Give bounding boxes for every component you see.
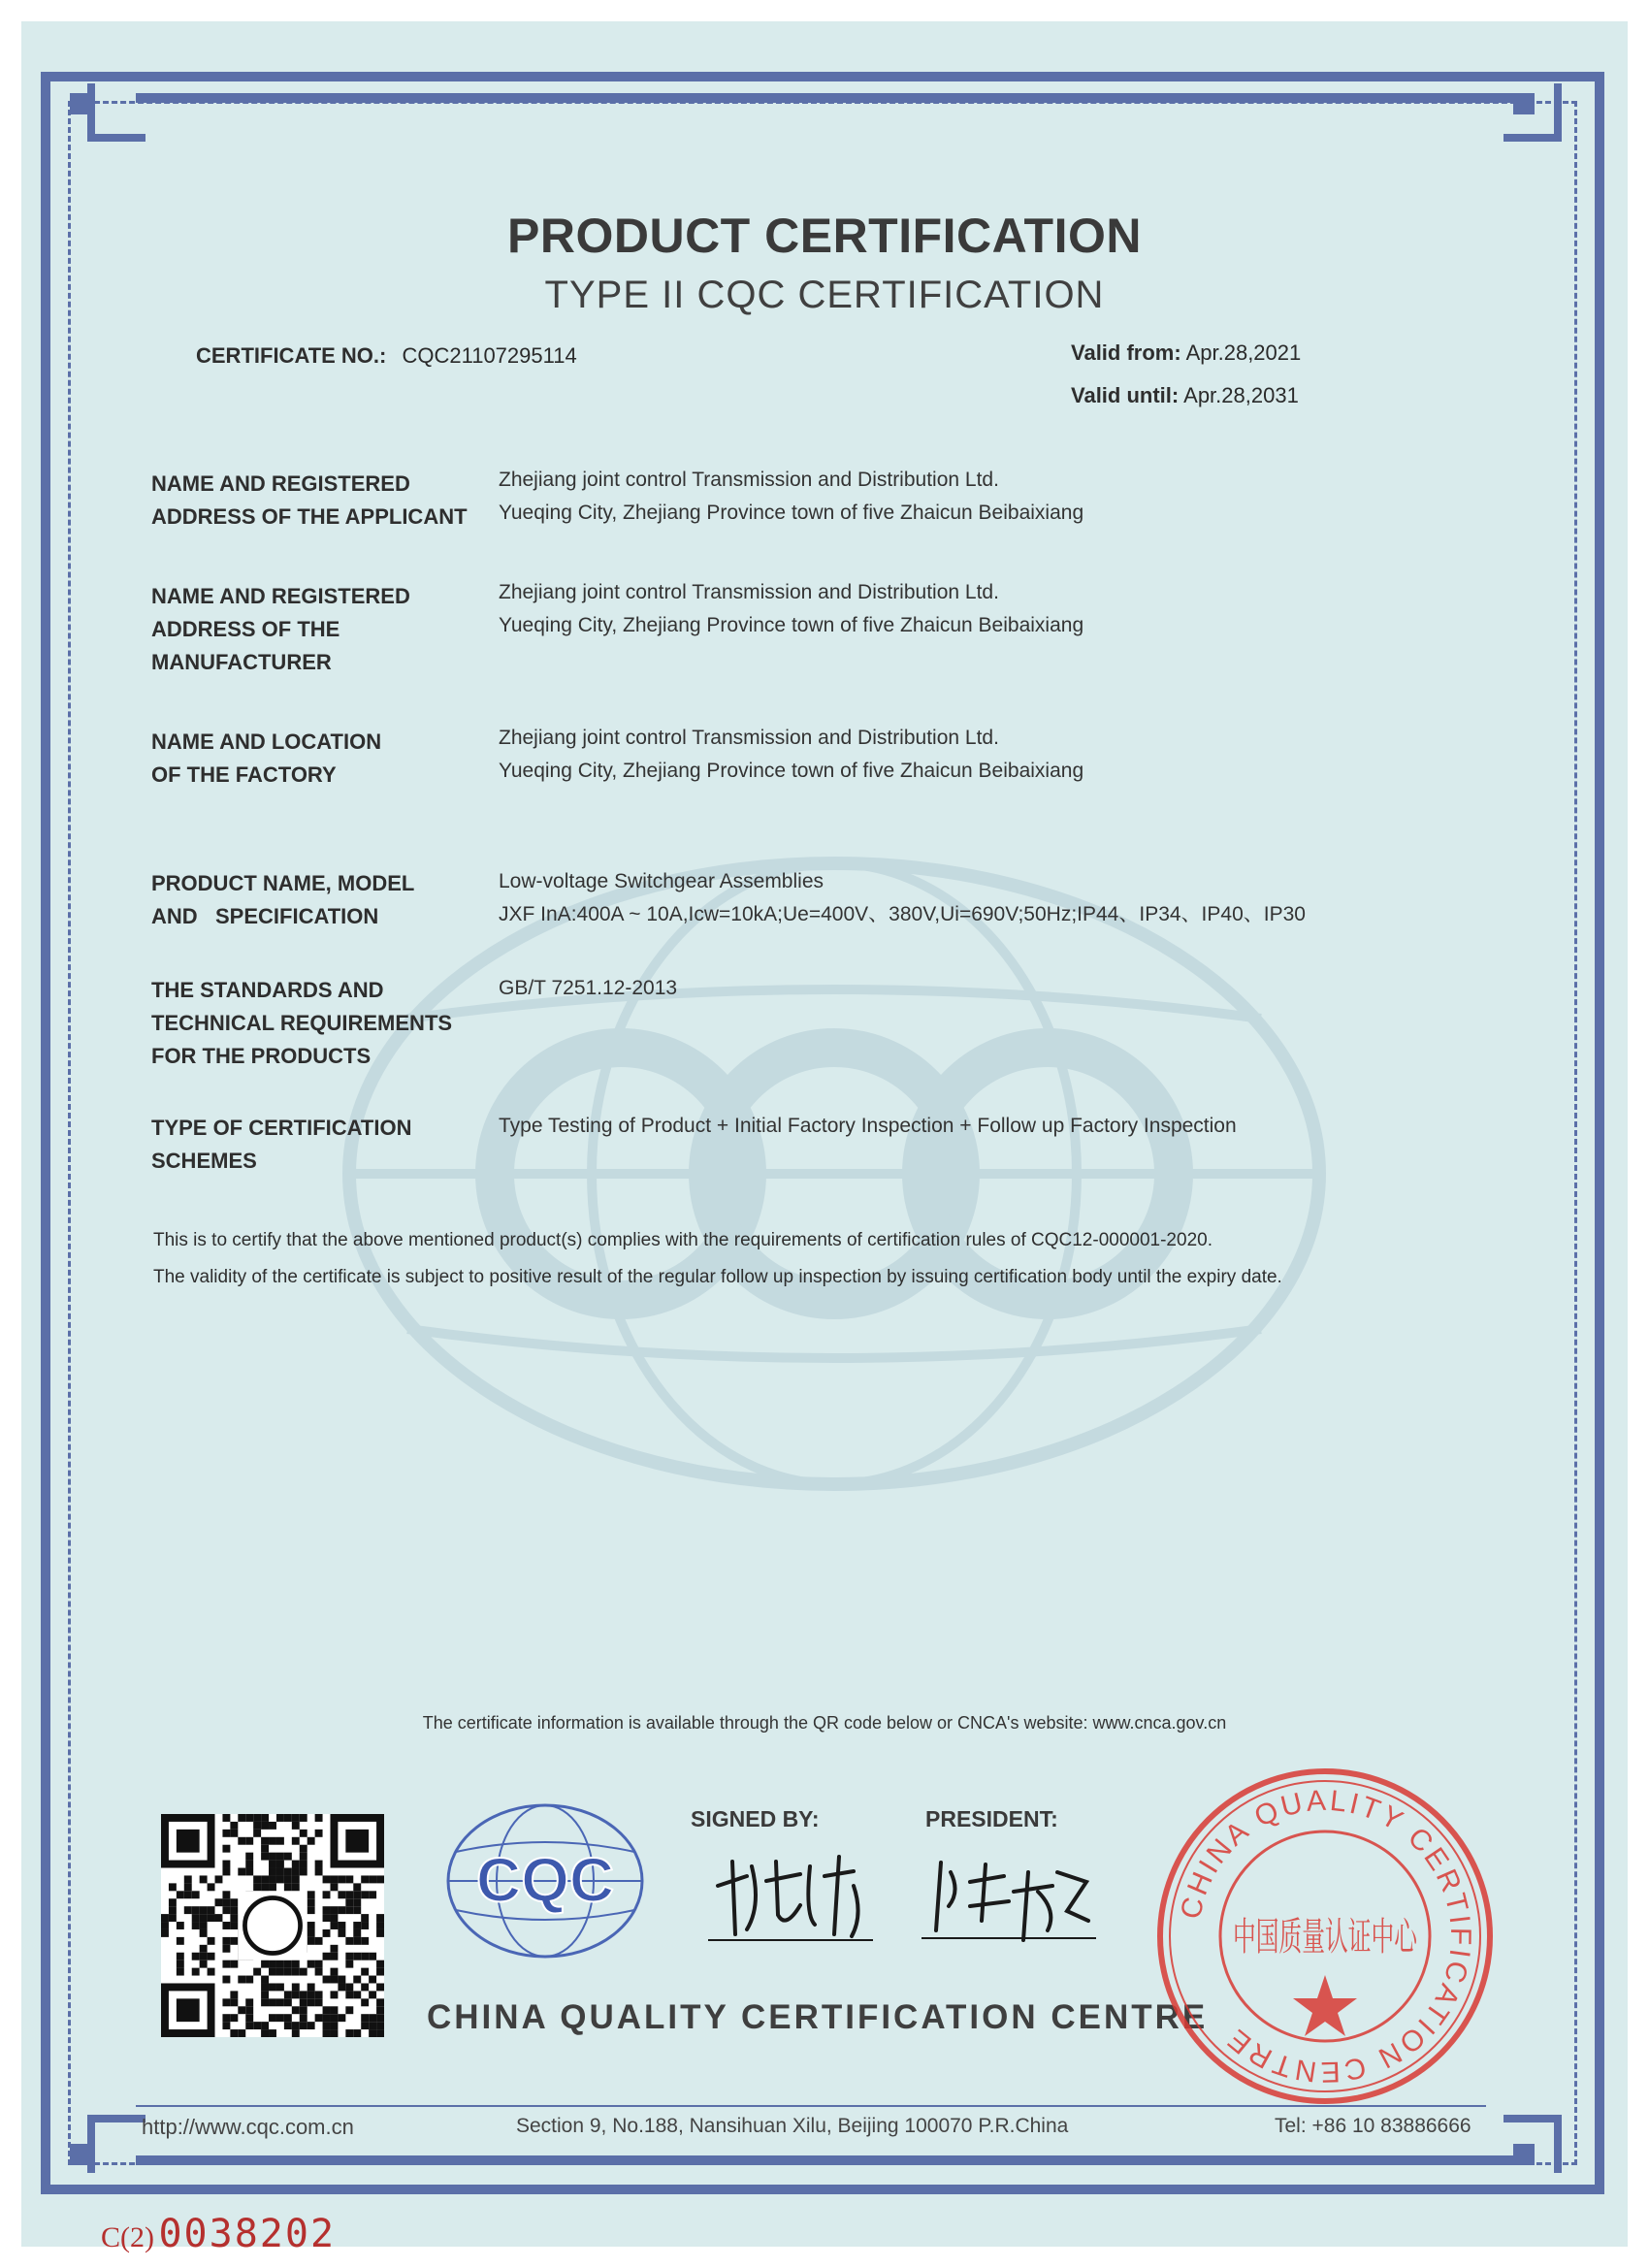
frame-bottom-bar — [136, 2155, 1513, 2165]
label-line: ADDRESS OF THE APPLICANT — [151, 504, 468, 529]
signed-by-label: SIGNED BY: — [691, 1806, 820, 1831]
product-label — [151, 867, 414, 933]
label-line: NAME AND LOCATION — [151, 729, 382, 754]
value-line: Zhejiang joint control Transmission and Distribution Ltd. — [499, 727, 999, 749]
cqc-watermark — [330, 844, 1339, 1504]
label-line: TYPE OF CERTIFICATION — [151, 1116, 412, 1140]
label-line: OF THE FACTORY — [151, 762, 337, 787]
value-line: Yueqing City, Zhejiang Province town of five Zhaicun Beibaixiang — [499, 614, 1084, 636]
footer-address: Section 9, No.188, Nansihuan Xilu, Beijing 100070 P.R.China — [516, 2115, 1069, 2137]
seal-inner-text: 中国质量认证中心 — [1233, 1915, 1419, 1960]
certificate-number — [196, 340, 577, 373]
cqc-logo-text: CQC — [475, 1845, 615, 1915]
valid-from-value: Apr.28,2021 — [1185, 340, 1302, 365]
manufacturer-value — [499, 576, 1083, 642]
value-line: Zhejiang joint control Transmission and Distribution Ltd. — [499, 469, 999, 491]
qr-note: The certificate information is available through the QR code below or CNCA's website: www.cnca.gov.cn — [422, 1713, 1227, 1733]
value-line: Zhejiang joint control Transmission and Distribution Ltd. — [499, 581, 999, 603]
value-line: Yueqing City, Zhejiang Province town of five Zhaicun Beibaixiang — [499, 502, 1084, 524]
product-value — [499, 865, 1306, 931]
footer-website[interactable]: http://www.cqc.com.cn — [142, 2115, 354, 2139]
standards-label — [151, 974, 452, 1073]
certificate-number-label: CERTIFICATE NO.: — [196, 343, 387, 368]
label-line: TECHNICAL REQUIREMENTS — [151, 1011, 453, 1035]
document-subtitle: TYPE II CQC CERTIFICATION — [544, 274, 1105, 316]
footer-divider — [136, 2105, 1486, 2107]
value-line: Low-voltage Switchgear Assemblies — [499, 870, 824, 892]
label-line: NAME AND REGISTERED — [151, 584, 410, 608]
factory-label — [151, 726, 381, 792]
seal-outer-text: CHINA QUALITY CERTIFICATION CENTRE — [1175, 1784, 1477, 2089]
certify-statement: This is to certify that the above mentioned product(s) complies with the requirements of certification rules of CQC12-000001-2020. — [153, 1230, 1212, 1250]
president-label: PRESIDENT: — [925, 1806, 1058, 1831]
serial-number — [101, 2212, 336, 2256]
valid-until-label: Valid until: — [1071, 383, 1180, 407]
official-seal — [1152, 1764, 1498, 2109]
qr-code[interactable] — [161, 1814, 384, 2037]
schemes-label — [151, 1112, 411, 1178]
standards-value — [499, 972, 677, 1005]
cqc-logo — [442, 1798, 648, 1963]
frame-top-bar — [136, 93, 1513, 103]
footer-tel: Tel: +86 10 83886666 — [1275, 2115, 1471, 2137]
corner-bracket — [87, 83, 146, 142]
label-line: THE STANDARDS AND — [151, 978, 384, 1002]
certificate-number-value: CQC21107295114 — [402, 343, 577, 368]
corner-bracket — [87, 2115, 146, 2173]
label-line: AND SPECIFICATION — [151, 904, 379, 928]
valid-from — [1071, 337, 1301, 370]
applicant-label — [151, 468, 468, 534]
value-line: GB/T 7251.12-2013 — [499, 977, 678, 999]
value-line: Type Testing of Product + Initial Factory Inspection + Follow up Factory Inspection — [499, 1115, 1237, 1137]
label-line: SCHEMES — [151, 1149, 257, 1173]
label-line: MANUFACTURER — [151, 650, 332, 674]
signature-president — [922, 1853, 1096, 1944]
document-title: PRODUCT CERTIFICATION — [507, 209, 1142, 263]
valid-until — [1071, 379, 1299, 412]
label-line: ADDRESS OF THE — [151, 617, 340, 641]
valid-until-value: Apr.28,2031 — [1183, 383, 1299, 407]
valid-from-label: Valid from: — [1071, 340, 1181, 365]
label-line: FOR THE PRODUCTS — [151, 1044, 372, 1068]
applicant-value — [499, 464, 1083, 530]
value-line: Yueqing City, Zhejiang Province town of five Zhaicun Beibaixiang — [499, 760, 1084, 782]
factory-value — [499, 722, 1083, 788]
label-line: PRODUCT NAME, MODEL — [151, 871, 415, 895]
corner-bracket — [1504, 83, 1562, 142]
signature-signed-by — [708, 1847, 873, 1944]
value-line: JXF InA:400A ~ 10A,Icw=10kA;Ue=400V、380V,Ui=690V;50Hz;IP44、IP34、IP40、IP30 — [499, 903, 1306, 925]
label-line: NAME AND REGISTERED — [151, 471, 410, 496]
serial-prefix: C(2) — [101, 2221, 154, 2253]
seal-star-icon — [1293, 1975, 1357, 2036]
centre-name: CHINA QUALITY CERTIFICATION CENTRE — [427, 1998, 1209, 2036]
corner-bracket — [1504, 2115, 1562, 2173]
validity-statement: The validity of the certificate is subject to positive result of the regular follow up inspection by issuing certification body until the expiry date. — [153, 1267, 1282, 1287]
schemes-value — [499, 1110, 1237, 1143]
serial-value: 0038202 — [158, 2212, 337, 2256]
manufacturer-label — [151, 580, 410, 679]
